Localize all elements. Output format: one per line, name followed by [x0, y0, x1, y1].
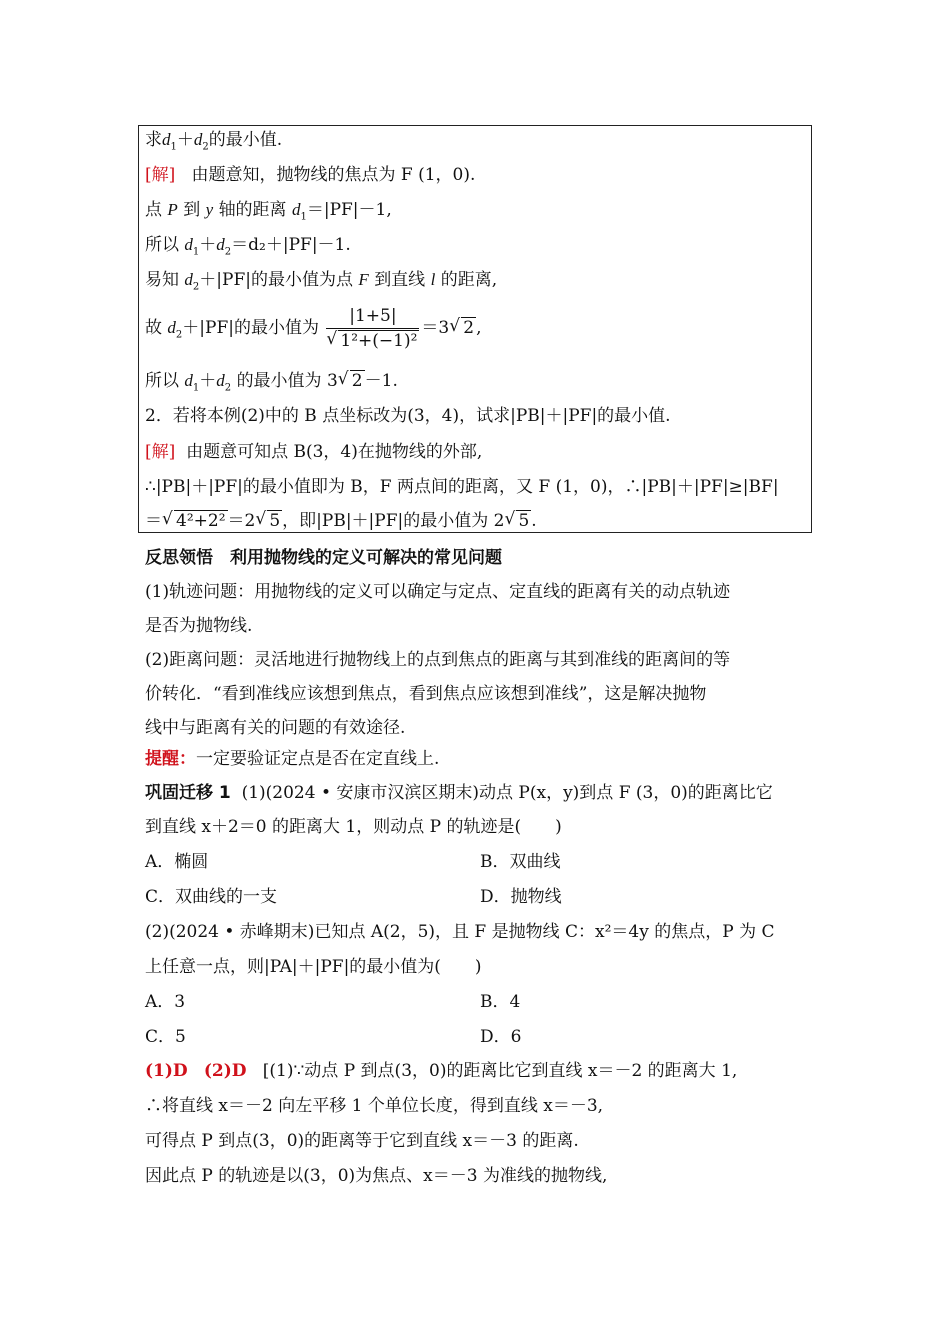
reflection-p2c: 线中与距离有关的问题的有效途径. — [145, 718, 406, 738]
q2-solution-line-3: ＝√ 4²+2² ＝2√ 5 ，即|PB|＋|PF|的最小值为 2√ 5 . — [145, 509, 537, 533]
option-d: D．抛物线 — [480, 887, 562, 907]
distance-fraction: |1+5| √ 1²+(−1)² — [326, 306, 419, 351]
question-line: 求$d_1+d_2$的最小值. — [145, 130, 283, 153]
tip-line: 提醒：一定要验证定点是否在定直线上. — [145, 749, 440, 769]
exercise-q2a: (2)(2024 • 赤峰期末)已知点 A(2，5)，且 F 是抛物线 C：x²＝4y 的焦点，P 为 C — [145, 922, 775, 942]
reflection-p2a: (2)距离问题：灵活地进行抛物线上的点到焦点的距离与其到准线的距离间的等 — [145, 650, 731, 670]
solution-tag: [解] — [145, 165, 176, 185]
answer-line-1: (1)D (2)D [(1)∵动点 P 到点(3，0)的距离比它到直线 x＝－2 的距离大 1, — [145, 1061, 738, 1081]
answer-line-3: 可得点 P 到点(3，0)的距离等于它到直线 x＝－3 的距离. — [145, 1131, 579, 1151]
q2-solution-line-1: [解] 由题意可知点 B(3，4)在抛物线的外部, — [145, 442, 483, 462]
exercise-q1b: 到直线 x＋2＝0 的距离大 1，则动点 P 的轨迹是( ) — [145, 817, 562, 837]
reflection-title: 反思领悟 利用抛物线的定义可解决的常见问题 — [145, 548, 502, 568]
option-c: C．双曲线的一支 — [145, 887, 278, 907]
solution-line-5: 故 $d_2+|PF|$的最小值为 |1+5| √ 1²+(−1)² ＝3√ 2 , — [145, 305, 481, 358]
option-2d: D．6 — [480, 1027, 522, 1047]
reflection-p1b: 是否为抛物线. — [145, 616, 253, 636]
solution-line-2: 点 P 到 y 轴的距离 $d_1=|PF|-1$, — [145, 200, 392, 223]
reflection-p2b: 价转化．“看到准线应该想到焦点，看到焦点应该想到准线”，这是解决抛物 — [145, 684, 707, 704]
solution-line-3: 所以 $d_1+d_2=d_2+|PF|-1$. — [145, 235, 351, 258]
question-2: 2．若将本例(2)中的 B 点坐标改为(3，4)，试求|PB|＋|PF|的最小值. — [145, 406, 671, 426]
option-2a: A．3 — [145, 992, 186, 1012]
solution-line-1: [解] 由题意知，抛物线的焦点为 F (1，0). — [145, 165, 476, 185]
option-a: A．椭圆 — [145, 852, 209, 872]
exercise-q2b: 上任意一点，则|PA|＋|PF|的最小值为( ) — [145, 957, 482, 977]
exercise-q1a: 巩固迁移 1 (1)(2024 • 安康市汉滨区期末)动点 P(x，y)到点 F (3，0)的距离比它 — [145, 783, 773, 803]
option-2c: C．5 — [145, 1027, 186, 1047]
answer-line-4: 因此点 P 的轨迹是以(3，0)为焦点、x＝－3 为准线的抛物线, — [145, 1166, 608, 1186]
option-b: B．双曲线 — [480, 852, 561, 872]
answer-line-2: ∴将直线 x＝－2 向左平移 1 个单位长度，得到直线 x＝－3, — [145, 1096, 604, 1116]
solution-line-6: 所以 $d_1+d_2$ 的最小值为 3√ 2 －1. — [145, 369, 398, 400]
reflection-p1a: (1)轨迹问题：用抛物线的定义可以确定与定点、定直线的距离有关的动点轨迹 — [145, 582, 731, 602]
q2-solution-line-2: ∴|PB|＋|PF|的最小值即为 B，F 两点间的距离，又 F (1，0)，∴|PB|＋|PF|≥|BF| — [145, 477, 779, 497]
option-2b: B．4 — [480, 992, 521, 1012]
solution-line-4: 易知 $d_2+|PF|$的最小值为点 F 到直线 l 的距离, — [145, 270, 498, 293]
